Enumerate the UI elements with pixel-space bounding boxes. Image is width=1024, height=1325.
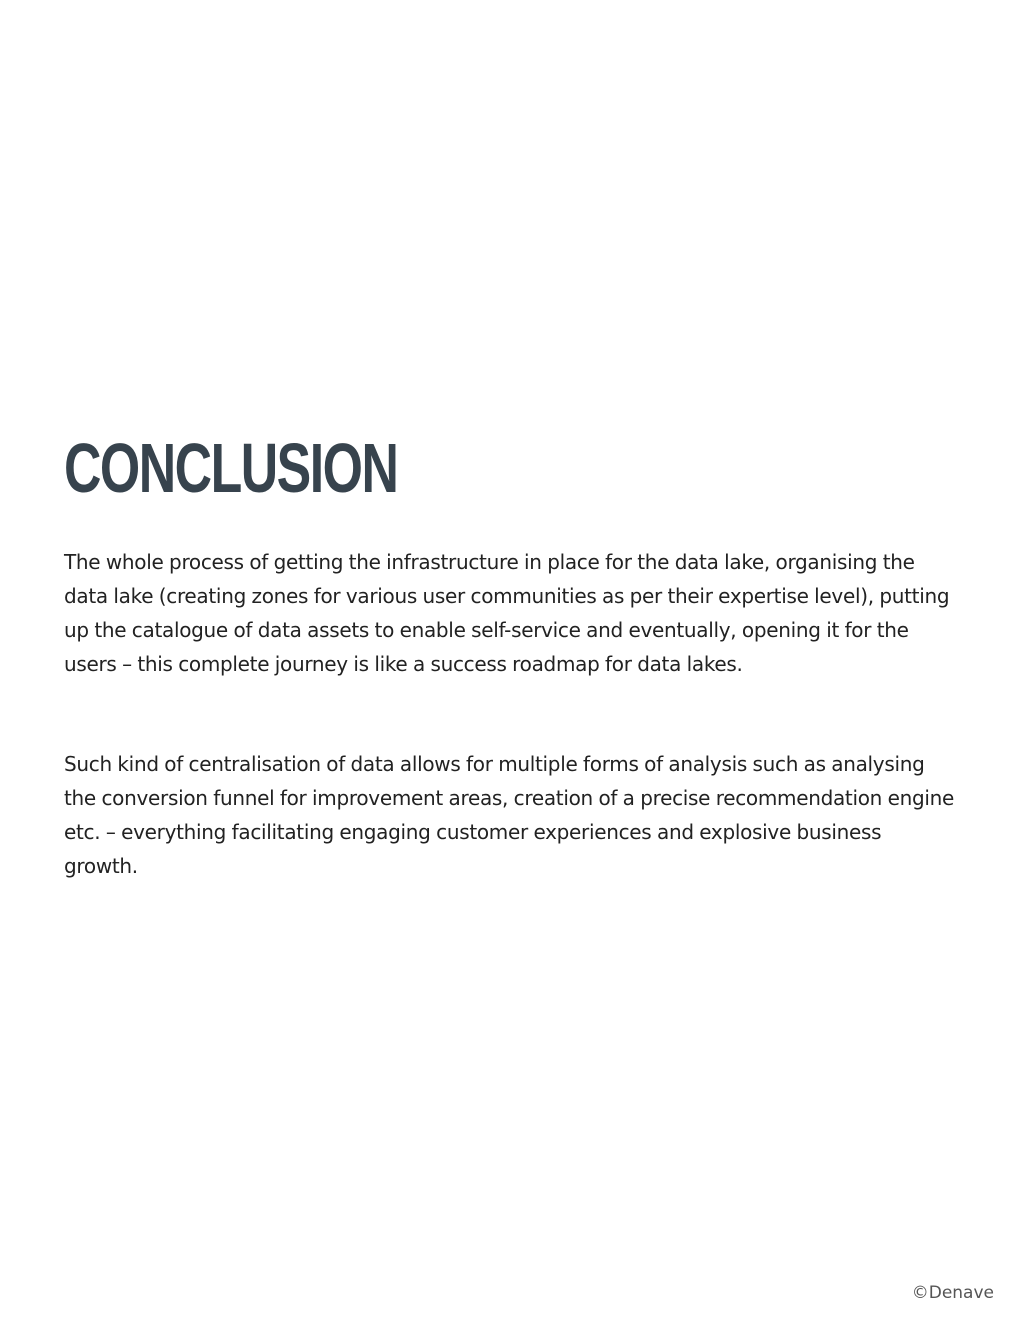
page-title: CONCLUSION <box>64 429 398 507</box>
paragraph-2: Such kind of centralisation of data allows for multiple forms of analysis such as analysing the conversion funnel for improvement areas, creation of a precise recommendation engine etc. – everything facilitating engaging customer experiences and explosive business growth. <box>64 752 955 878</box>
copyright-footer: ©Denave <box>911 1283 994 1303</box>
paragraph-1: The whole process of getting the infrastructure in place for the data lake, organising the data lake (creating zones for various user communities as per their expertise level), putting up the catalogue of data assets to enable self-service and eventually, opening it for the users – this complete journey is like a success roadmap for data lakes. <box>64 550 950 676</box>
